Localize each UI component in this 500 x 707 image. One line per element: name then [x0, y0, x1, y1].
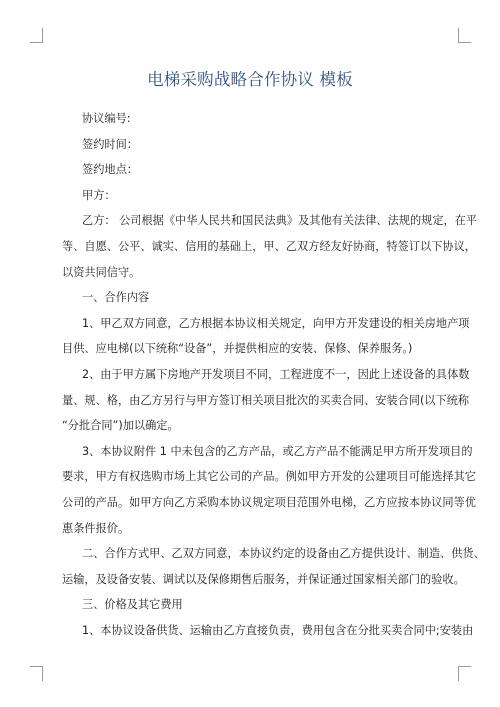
- text-line: 一、合作内容: [82, 291, 150, 305]
- text-line: 要求，甲方有权选购市场上其它公司的产品。例如甲方开发的公建项目可能选择其它: [62, 470, 476, 484]
- text-line: 乙方： 公司根据《中华人民共和国民法典》及其他有关法律、法规的规定，在平: [82, 214, 478, 228]
- text-line: 二、合作方式甲、乙双方同意，本协议约定的设备由乙方提供设计、制造、供货、: [82, 547, 485, 561]
- crop-mark-top-left: [30, 28, 43, 43]
- text-line: 量、规、格，由乙方另行与甲方签订相关项目批次的买卖合同、安装合同(以下统称: [62, 393, 470, 407]
- text-line: “分批合同”)加以确定。: [62, 419, 179, 433]
- text-line: 公司的产品。如甲方向乙方采购本协议规定项目范围外电梯，乙方应按本协议同等优: [62, 495, 476, 509]
- text-line: 签约时间：: [82, 137, 138, 151]
- text-line: 等、自愿、公平、诚实、信用的基础上，甲、乙双方经友好协商，特签订以下协议，: [62, 239, 476, 253]
- crop-mark-top-right: [458, 28, 471, 43]
- text-line: 协议编号:: [82, 112, 131, 125]
- text-line: 1、本协议设备供货、运输由乙方直接负责，费用包含在分批买卖合同中;安装由: [82, 623, 474, 637]
- text-line: 运输，及设备安装、调试以及保修期售后服务，并保证通过国家相关部门的验收。: [62, 572, 465, 586]
- text-line: 2、由于甲方属下房地产开发项目不同，工程进度不一，因此上述设备的具体数: [82, 367, 470, 381]
- crop-mark-bottom-left: [30, 666, 43, 681]
- text-line: 3、本协议附件 1 中未包含的乙方产品，或乙方产品不能满足甲方所开发项目的: [82, 444, 473, 458]
- text-line: 1、甲乙双方同意，乙方根据本协议相关规定，向甲方开发建设的相关房地产项: [82, 316, 470, 330]
- text-line: 以资共同信守。: [62, 265, 141, 279]
- crop-mark-bottom-right: [458, 666, 471, 681]
- document-title: 电梯采购战略合作协议 模板: [147, 70, 353, 89]
- text-line: 甲方：: [82, 188, 116, 202]
- text-line: 签约地点：: [82, 163, 138, 177]
- text-line: 三、价格及其它费用: [82, 598, 183, 612]
- document-body: [62, 106, 485, 643]
- text-line: 惠条件报价。: [62, 521, 130, 535]
- text-line: 目供、应电梯(以下统称“设备”，并提供相应的安装、保修、保养服务。): [62, 342, 413, 356]
